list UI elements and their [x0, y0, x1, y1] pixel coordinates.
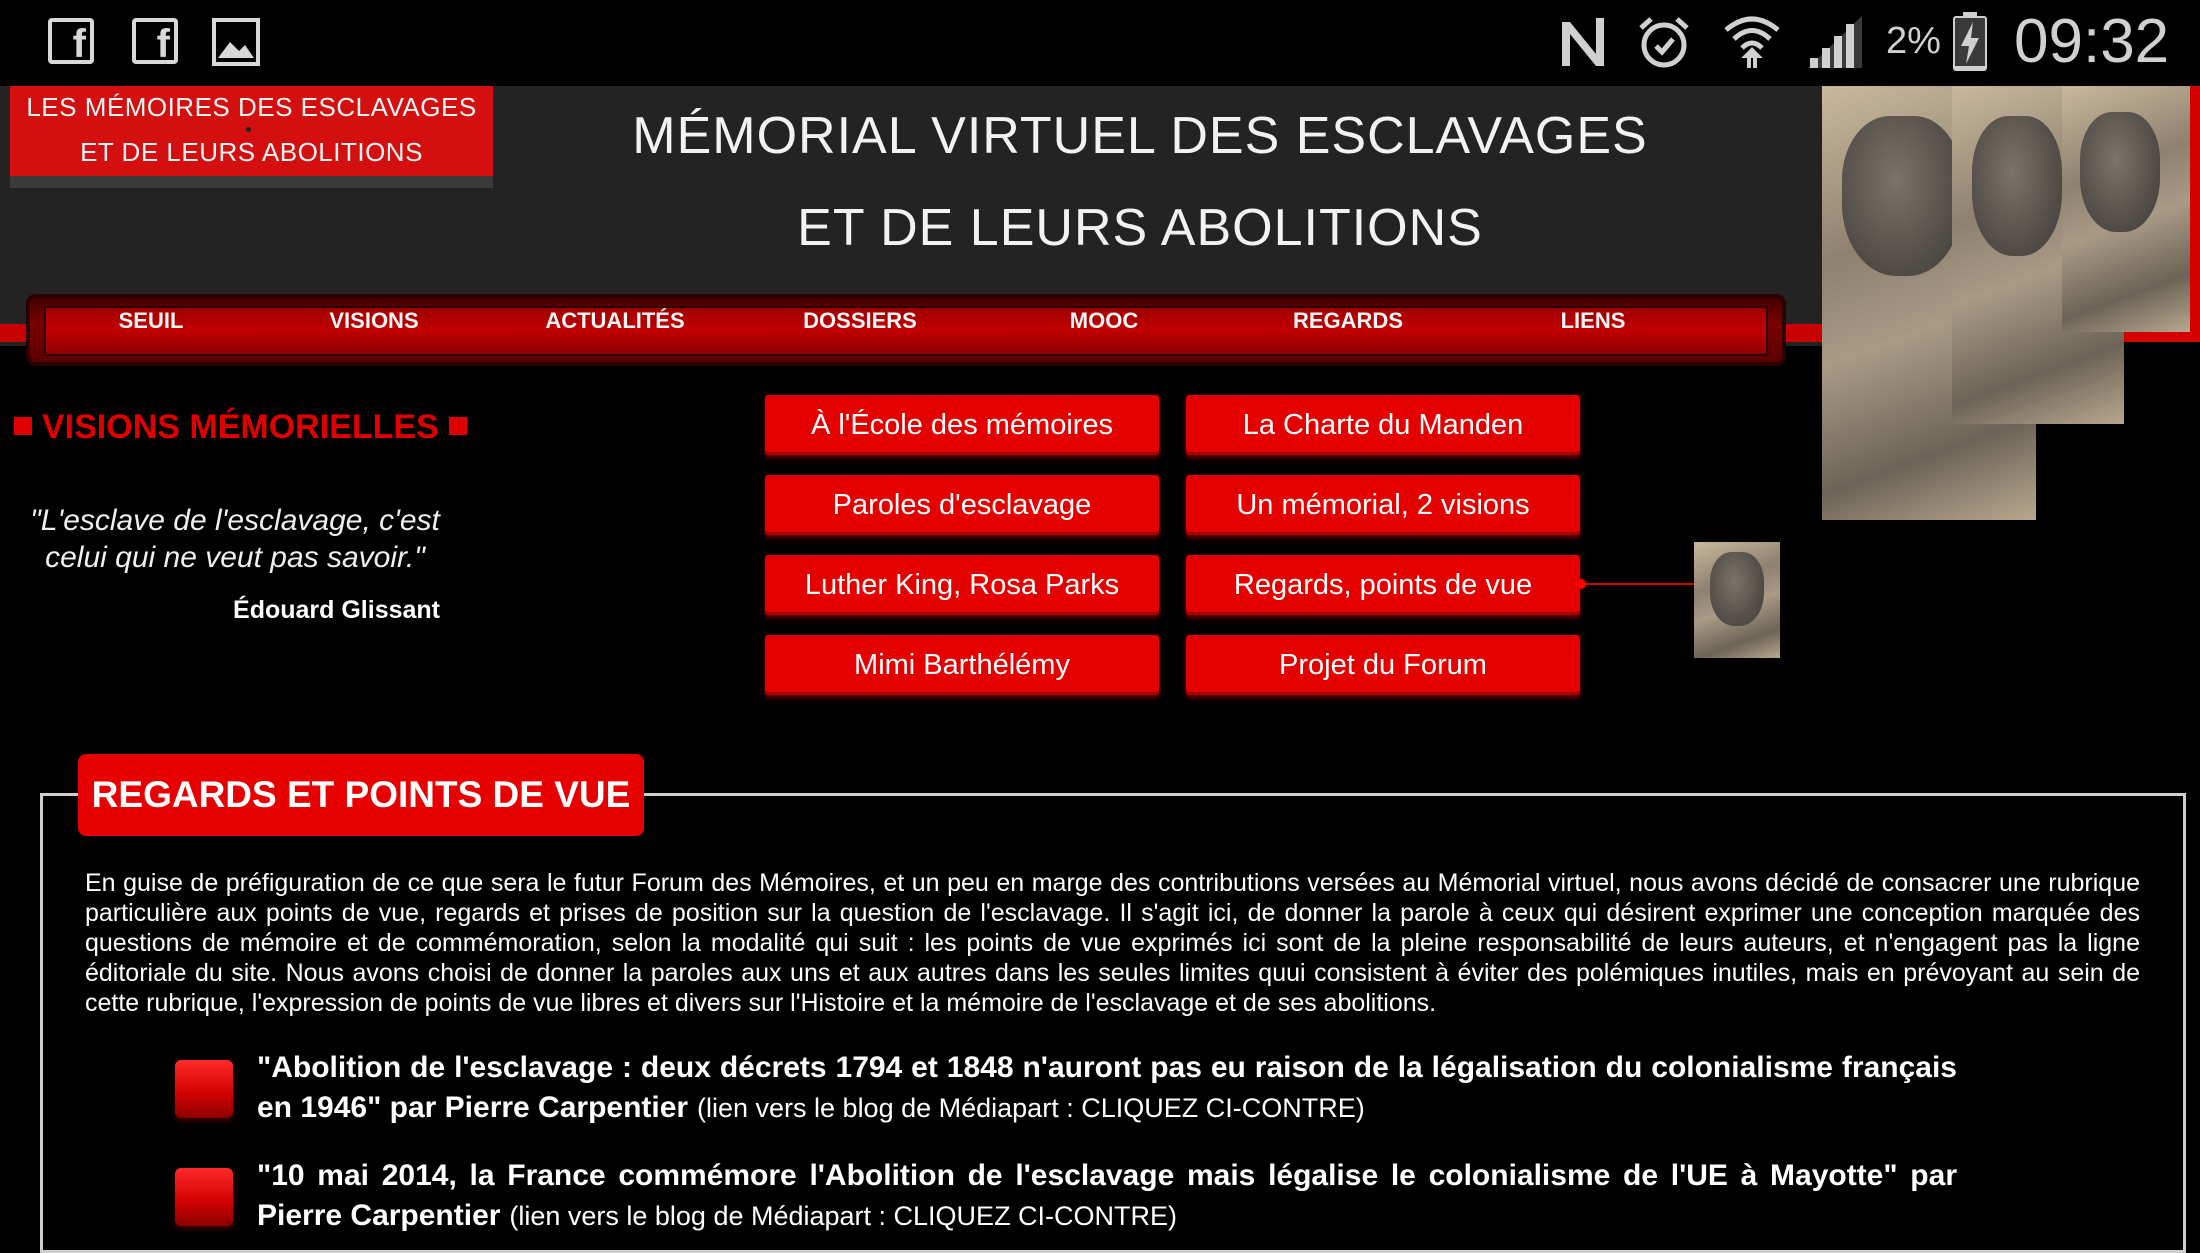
clock: 09:32 [2014, 7, 2170, 76]
signal-icon [1806, 14, 1864, 64]
site-title-line-1: MÉMORIAL VIRTUEL DES ESCLAVAGES [632, 107, 1648, 165]
nav-item-actualites[interactable]: ACTUALITÉS [545, 308, 685, 333]
statue-thumbnail [1694, 542, 1780, 658]
battery-charging-icon [1952, 12, 1988, 62]
active-connector-line [1580, 583, 1696, 585]
main-nav-bar [44, 306, 1768, 356]
status-bar [0, 0, 2200, 86]
article-item[interactable] [257, 1051, 1957, 1131]
facebook-icon: f [132, 18, 178, 64]
site-title [560, 90, 1720, 274]
site-title-line-2: ET DE LEURS ABOLITIONS [797, 199, 1483, 257]
quote-line-1: "L'esclave de l'esclavage, c'est [30, 504, 440, 537]
n-icon [1556, 14, 1610, 64]
article-bullet-icon [175, 1060, 233, 1118]
alarm-icon [1636, 14, 1692, 64]
wifi-icon [1722, 10, 1782, 60]
link-button-charte-manden[interactable]: La Charte du Manden [1186, 395, 1580, 455]
logo-line-2-wrap [10, 123, 493, 168]
quote [10, 502, 460, 576]
nav-item-mooc[interactable]: MOOC [1069, 308, 1139, 333]
nav-item-liens[interactable]: LIENS [1560, 308, 1626, 333]
article-link[interactable]: (lien vers le blog de Médiapart : CLIQUEZ CI-CONTRE) [509, 1201, 1178, 1231]
statue-face [1842, 116, 1962, 276]
logo-line-2: ET DE LEURS ABOLITIONS [80, 137, 423, 167]
facebook-icon: f [48, 18, 94, 64]
link-button-mimi-barthelemy[interactable]: Mimi Barthélémy [765, 635, 1159, 695]
statue-face [1972, 116, 2062, 256]
link-button-regards-points-vue[interactable]: Regards, points de vue [1186, 555, 1580, 615]
logo-dot [246, 127, 251, 132]
quote-author: Édouard Glissant [233, 596, 440, 624]
link-button-luther-king[interactable]: Luther King, Rosa Parks [765, 555, 1159, 615]
link-button-projet-forum[interactable]: Projet du Forum [1186, 635, 1580, 695]
article-title[interactable]: "Abolition de l'esclavage : deux décrets 1794 et 1848 n'auront pas eu raison de la légalisation du colonialisme français en 1946" par Pierre Carpentier [257, 1051, 1957, 1124]
section-heading [14, 408, 477, 458]
statue-face [2080, 112, 2160, 232]
nav-item-visions[interactable]: VISIONS [329, 308, 419, 333]
image-icon [212, 18, 260, 68]
square-bullet [449, 417, 467, 435]
intro-paragraph: En guise de préfiguration de ce que sera le futur Forum des Mémoires, et un peu en marge des contributions versées au Mémorial virtuel, nous avons décidé de consacrer une rubrique particulière aux points de vue, regards et prises de position sur la question de l'esclavage. Il s'agit ici, de donner la parole à ceux qui désirent exprimer une conception marquée des questions de mémoire et de commémoration, selon la modalité qui suit : les points de vue exprimés ici sont de la pleine responsabilité de leurs auteurs, et n'engagent pas la ligne éditoriale du site. Nous avons choisi de donner la paroles aux uns et aux autres dans les seules limites quui consistent à éviter des polémiques inutiles, mais en prévoyant au sein de cette rubrique, l'expression de points de vue libres et divers sur l'Histoire et la mémoire de l'esclavage et de ses abolitions. [85, 869, 2140, 1017]
nav-item-regards[interactable]: REGARDS [1292, 308, 1403, 333]
article-bullet-icon [175, 1168, 233, 1226]
link-button-memorial-2-visions[interactable]: Un mémorial, 2 visions [1186, 475, 1580, 535]
battery-percent: 2% [1886, 20, 1941, 62]
statue-image [2062, 86, 2190, 332]
article-title[interactable]: "10 mai 2014, la France commémore l'Abolition de l'esclavage mais légalise le colonialisme de l'UE à Mayotte" par Pierre Carpentier [257, 1159, 1957, 1232]
square-bullet [14, 417, 32, 435]
article-item[interactable] [257, 1159, 1957, 1239]
quote-line-2: celui qui ne veut pas savoir." [45, 541, 425, 574]
section-heading-text: VISIONS MÉMORIELLES [42, 408, 439, 446]
link-button-paroles-esclavage[interactable]: Paroles d'esclavage [765, 475, 1159, 535]
main-nav [26, 294, 1786, 366]
nav-item-dossiers[interactable]: DOSSIERS [803, 308, 917, 333]
article-link[interactable]: (lien vers le blog de Médiapart : CLIQUEZ CI-CONTRE) [697, 1093, 1365, 1123]
logo-line-1: LES MÉMOIRES DES ESCLAVAGES [26, 92, 477, 122]
nav-item-seuil[interactable]: SEUIL [118, 308, 184, 333]
site-logo[interactable] [10, 86, 493, 176]
content-box-title: REGARDS ET POINTS DE VUE [78, 754, 644, 836]
statue-face [1710, 552, 1764, 626]
active-connector-dot [1576, 579, 1586, 589]
link-button-ecole-memoires[interactable]: À l'École des mémoires [765, 395, 1159, 455]
